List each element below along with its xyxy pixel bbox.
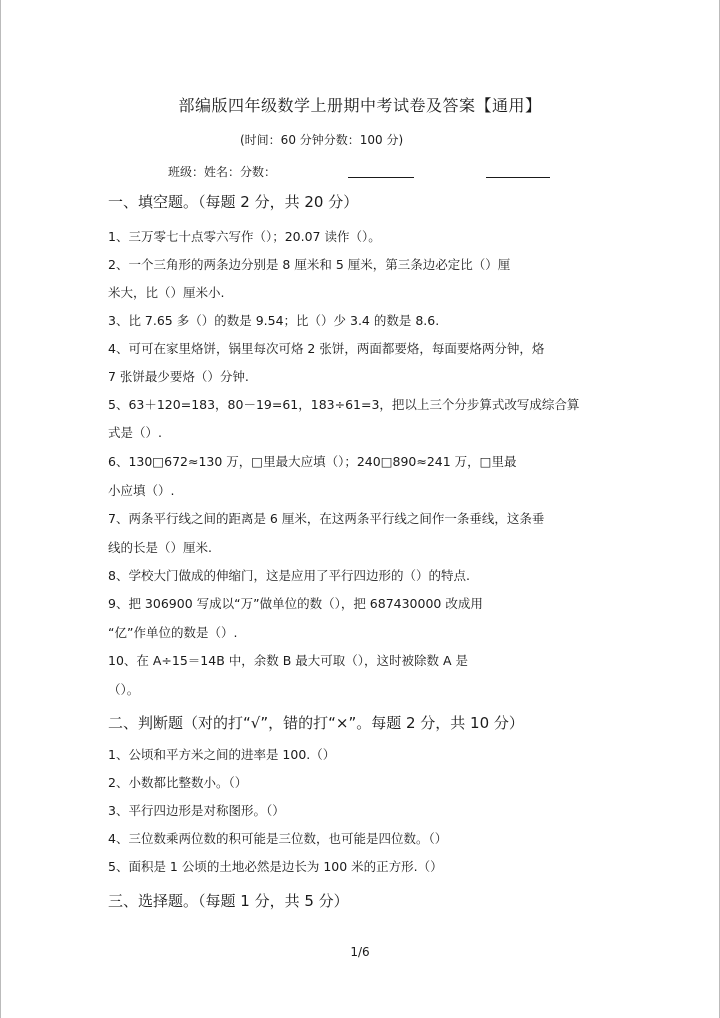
name-blank	[348, 177, 414, 178]
section-3-heading: 三、选择题。（每题 1 分，共 5 分）	[108, 892, 349, 910]
page-border-left	[0, 0, 1, 1018]
question-line: （）。	[108, 682, 140, 697]
question-line: 米大，比（）厘米小.	[108, 285, 225, 300]
question-line: 1、公顷和平方米之间的进率是 100.（）	[108, 747, 336, 762]
student-info-line: 班级：姓名：分数：	[168, 165, 277, 179]
section-2-heading: 二、判断题（对的打“√”，错的打“×”。每题 2 分，共 10 分）	[108, 714, 524, 732]
question-line: 4、三位数乘两位数的积可能是三位数，也可能是四位数。（）	[108, 831, 448, 846]
question-line: 5、63＋120=183，80－19=61，183÷61=3，把以上三个分步算式改写成综合算	[108, 397, 580, 412]
question-line: 7 张饼最少要烙（）分钟.	[108, 369, 249, 384]
section-1-heading: 一、填空题。（每题 2 分，共 20 分）	[108, 193, 359, 211]
question-line: 式是（）.	[108, 425, 162, 440]
question-line: 2、一个三角形的两条边分别是 8 厘米和 5 厘米，第三条边必定比（）厘	[108, 257, 511, 272]
score-blank	[486, 177, 550, 178]
question-line: 10、在 A÷15＝14B 中，余数 B 最大可取（），这时被除数 A 是	[108, 653, 469, 668]
question-line: 5、面积是 1 公顷的土地必然是边长为 100 米的正方形.（）	[108, 859, 443, 874]
question-line: 6、130□672≈130 万，□里最大应填（）；240□890≈241 万，□里最	[108, 454, 517, 469]
page-number: 1/6	[350, 945, 370, 959]
question-line: 2、小数都比整数小。（）	[108, 775, 248, 790]
question-line: 9、把 306900 写成以“万”做单位的数（），把 687430000 改成用	[108, 596, 483, 611]
question-line: 1、三万零七十点零六写作（）；20.07 读作（）。	[108, 229, 381, 244]
question-line: 3、平行四边形是对称图形。（）	[108, 803, 285, 818]
question-line: 3、比 7.65 多（）的数是 9.54；比（）少 3.4 的数是 8.6.	[108, 313, 440, 328]
question-line: 线的长是（）厘米.	[108, 540, 212, 555]
question-line: 7、两条平行线之间的距离是 6 厘米，在这两条平行线之间作一条垂线，这条垂	[108, 511, 545, 526]
question-line: 8、学校大门做成的伸缩门，这是应用了平行四边形的（）的特点.	[108, 568, 470, 583]
question-line: 小应填（）.	[108, 483, 175, 498]
exam-subtitle: (时间：60 分钟分数：100 分)	[240, 133, 404, 147]
question-line: 4、可可在家里烙饼，锅里每次可烙 2 张饼，两面都要烙，每面要烙两分钟，烙	[108, 341, 545, 356]
exam-title: 部编版四年级数学上册期中考试卷及答案【通用】	[178, 96, 542, 115]
question-line: “亿”作单位的数是（）.	[108, 625, 238, 640]
